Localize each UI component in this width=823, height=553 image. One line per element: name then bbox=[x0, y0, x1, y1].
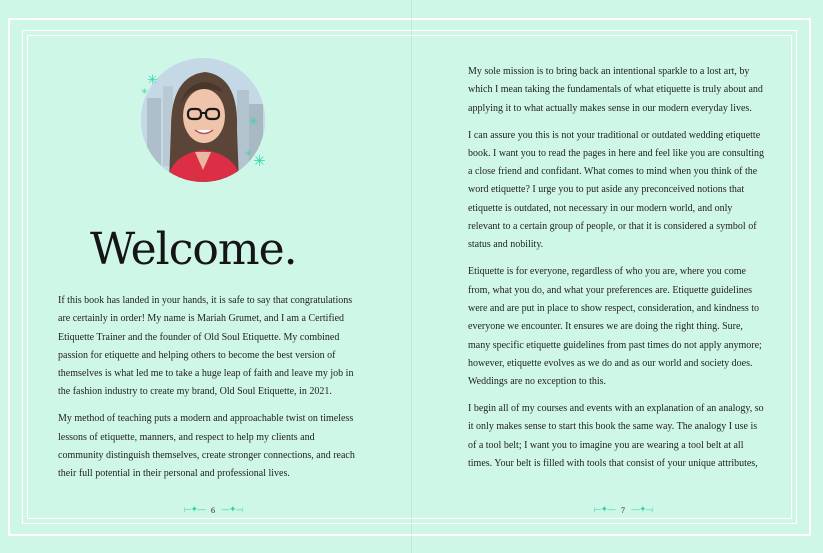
page-number: 6 bbox=[211, 505, 216, 515]
folio-ornament-icon: —✦⟞ bbox=[631, 505, 653, 515]
book-gutter bbox=[411, 0, 412, 553]
page-number-right bbox=[594, 503, 652, 517]
page-number: 7 bbox=[621, 505, 626, 515]
sparkle-icon: ✳ bbox=[147, 73, 158, 88]
sparkle-icon: ✳ bbox=[253, 152, 266, 170]
sparkle-icon: ✳ bbox=[249, 115, 259, 128]
right-body-text bbox=[468, 63, 766, 482]
paragraph: My method of teaching puts a modern and approachable twist on timeless lessons of etiquette, manners, and respect to help my clients and community distinguish themselves, create stronger connections, and reach their full potential in their personal and professional lives. bbox=[58, 413, 355, 480]
page-heading: Welcome. bbox=[90, 224, 297, 275]
portrait-illustration bbox=[141, 58, 265, 182]
sparkle-icon: ✳ bbox=[245, 149, 252, 158]
paragraph: Etiquette is for everyone, regardless of who you are, where you come from, what you do, and what your preferences are. Etiquette guidelines were and are put in place to show respect, consideration, and kindness to everyone we encounter. It ensures we are doing the right thing. Sure, many specific etiquette guidelines from past times do not apply anymore; however, etiquette evolves as we do and as our world and society does. Weddings are no exception to this. bbox=[468, 266, 762, 388]
author-portrait bbox=[137, 58, 267, 186]
folio-ornament-icon: ⟝✦— bbox=[184, 505, 206, 515]
left-body-text bbox=[58, 292, 356, 492]
sparkle-icon: ✳ bbox=[141, 87, 148, 96]
paragraph: If this book has landed in your hands, it is safe to say that congratulations are certainly in order! My name is Mariah Grumet, and I am a Certified Etiquette Trainer and the founder of Old Soul Etiquette. My combined passion for etiquette and helping others to become the best version of themselves is what led me to take a huge leap of faith and leave my job in the fashion industry to create my brand, Old Soul Etiquette, in 2021. bbox=[58, 295, 354, 398]
portrait-image bbox=[141, 58, 265, 182]
page-number-left bbox=[184, 503, 242, 517]
folio-ornament-icon: —✦⟞ bbox=[221, 505, 243, 515]
paragraph: My sole mission is to bring back an intentional sparkle to a lost art, by which I mean taking the fundamentals of what etiquette is truly about and applying it to what actually makes sense in our modern everyday lives. bbox=[468, 66, 763, 114]
paragraph: I can assure you this is not your traditional or outdated wedding etiquette book. I want you to read the pages in here and feel like you are consulting a close friend and confidant. What comes to mind when you think of the word etiquette? I urge you to put aside any preconceived notions that etiquette is outdated, not necessary in our modern world, and only relevant to a certain group of people, or that it is considered a symbol of status and nobility. bbox=[468, 129, 765, 251]
paragraph: I begin all of my courses and events with an explanation of an analogy, so it only makes sense to start this book the same way. The analogy I use is of a tool belt; I want you to imagine you are wearing a tool belt at all times. Your belt is filled with tools that consist of your unique attributes, bbox=[468, 403, 764, 469]
folio-ornament-icon: ⟝✦— bbox=[594, 505, 616, 515]
